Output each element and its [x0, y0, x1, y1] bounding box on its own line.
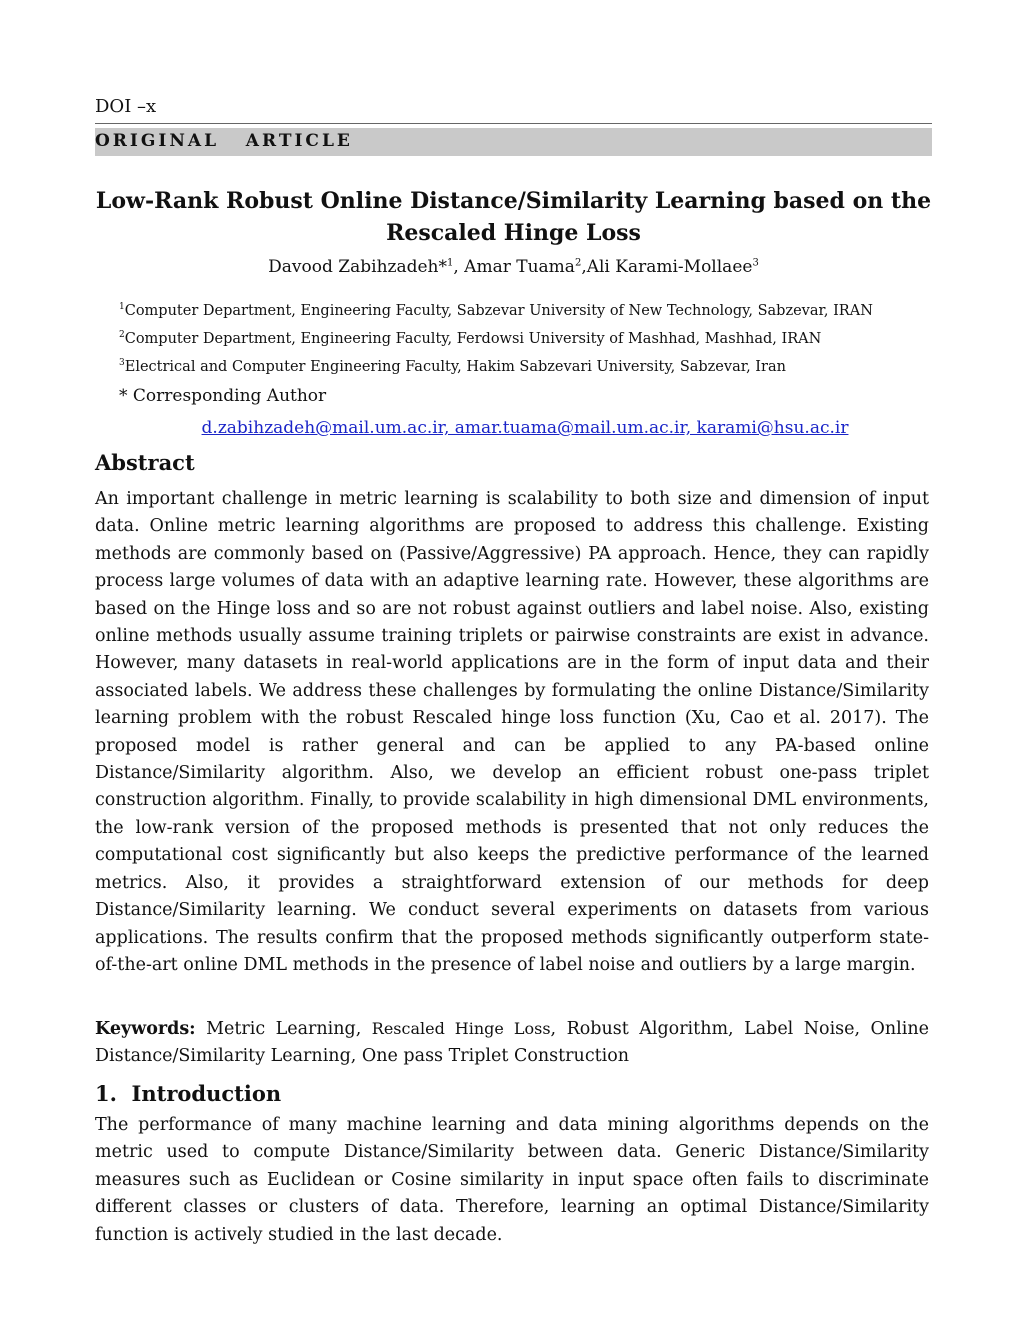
author-3-affil: 3: [752, 257, 759, 269]
affiliation-2-text: Computer Department, Engineering Faculty, Ferdowsi University of Mashhad, Mashhad, IRAN: [124, 330, 822, 347]
author-1-affil: 1: [447, 257, 454, 269]
corresponding-author-note: * Corresponding Author: [119, 386, 327, 406]
keywords-part-1: Metric Learning,: [195, 1019, 372, 1039]
affiliation-2-number: 2: [119, 330, 125, 340]
author-1: Davood Zabihzadeh*: [268, 257, 447, 277]
abstract-body: An important challenge in metric learning is scalability to both size and dimension of input data. Online metric learning algorithms are proposed to address this challenge. Existing methods are commonly based on (Passive/Aggressive) PA approach. Hence, they can rapidly process large volumes of data with an adaptive learning rate. However, these algorithms are based on the Hinge loss and so are not robust against outliers and label noise. Also, existing online methods usually assume training triplets or pairwise constraints are exist in advance. However, many datasets in real-world applications are in the form of input data and their associated labels. We address these challenges by formulating the online Distance/Similarity learning problem with the robust Rescaled hinge loss function (Xu, Cao et al. 2017). The proposed model is rather general and can be applied to any PA-based online Distance/Similarity algorithm. Also, we develop an efficient robust one-pass triplet construction algorithm. Finally, to provide scalability in high dimensional DML environments, the low-rank version of the proposed methods is presented that not only reduces the computational cost significantly but also keeps the predictive performance of the learned metrics. Also, it provides a straightforward extension of our methods for deep Distance/Similarity learning. We conduct several experiments on datasets from various applications. The results confirm that the proposed methods significantly outperform state-of-the-art online DML methods in the presence of label noise and outliers by a large margin.: [95, 489, 929, 975]
affiliation-1-text: Computer Department, Engineering Faculty, Sabzevar University of New Technology, Sabzevar, IRAN: [124, 302, 873, 319]
header-rule: [95, 123, 932, 124]
keywords-part-2: Rescaled Hinge Loss: [371, 1019, 551, 1038]
paper-title: Low-Rank Robust Online Distance/Similarity Learning based on the Rescaled Hinge Loss: [95, 188, 932, 246]
author-2: , Amar Tuama: [453, 257, 575, 277]
author-3: ,Ali Karami-Mollaee: [581, 257, 753, 277]
affiliation-3-text: Electrical and Computer Engineering Faculty, Hakim Sabzevari University, Sabzevar, Iran: [124, 358, 786, 375]
keywords-paragraph: [95, 1015, 929, 1071]
author-list: [95, 257, 932, 277]
article-type-label: ORIGINAL ARTICLE: [95, 131, 353, 151]
article-type-banner: [95, 128, 932, 156]
keywords-label: Keywords:: [95, 1019, 196, 1039]
introduction-body: The performance of many machine learning and data mining algorithms depends on the metric used to compute Distance/Similarity between data. Generic Distance/Similarity measures such as Euclidean or Cosine similarity in input space often fails to discriminate different classes or clusters of data. Therefore, learning an optimal Distance/Similarity function is actively studied in the last decade.: [95, 1115, 929, 1245]
affiliation-1: [119, 302, 873, 319]
affiliation-3: [119, 358, 786, 375]
keywords-part-3: , Robust Algorithm, Label Noise, Online Distance/Similarity Learning, One pass Triplet Construction: [95, 1019, 929, 1067]
affiliation-3-number: 3: [119, 358, 125, 368]
affiliation-1-number: 1: [119, 302, 125, 312]
author-emails-link[interactable]: d.zabihzadeh@mail.um.ac.ir, amar.tuama@mail.um.ac.ir, karami@hsu.ac.ir: [201, 418, 849, 438]
doi-label: DOI –x: [95, 96, 157, 117]
abstract-heading: Abstract: [95, 450, 195, 475]
author-2-affil: 2: [574, 257, 582, 269]
introduction-heading: 1. Introduction: [95, 1081, 282, 1106]
affiliation-2: [119, 330, 821, 347]
